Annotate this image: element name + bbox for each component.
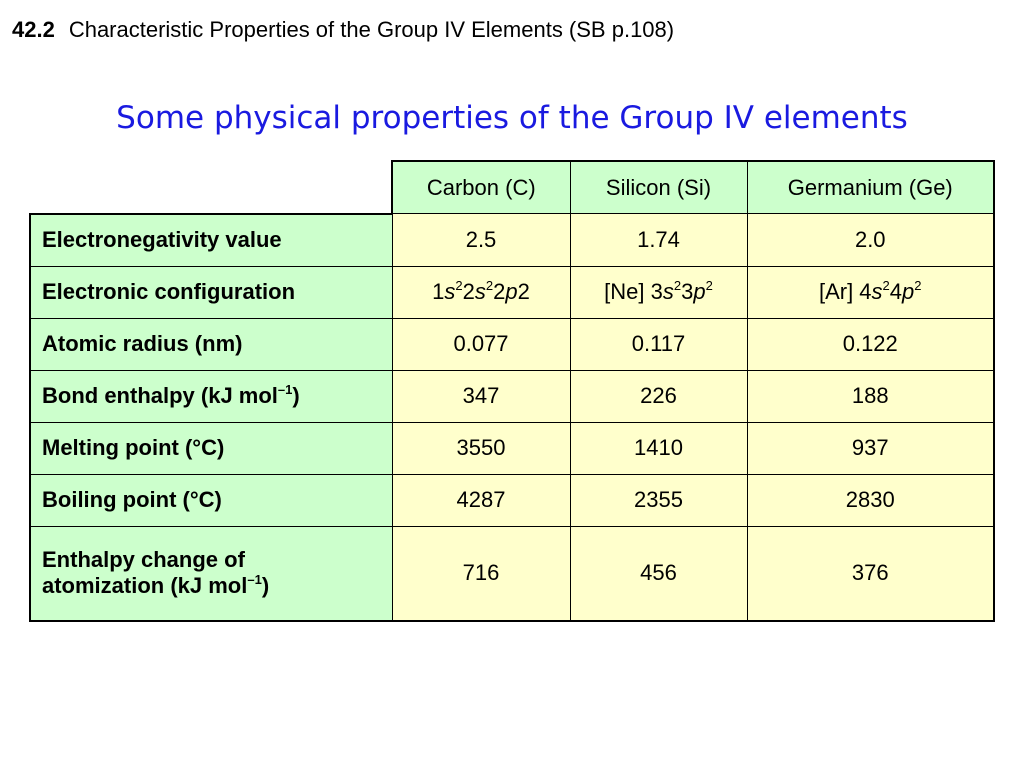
row-label-atomization-enthalpy: Enthalpy change of atomization (kJ mol$^{-1}$): [30, 526, 392, 621]
cell-carbon: 3550: [392, 422, 570, 474]
cell-carbon: 0.077: [392, 318, 570, 370]
row-label-electronic-configuration: Electronic configuration: [30, 266, 392, 318]
cell-carbon: 4287: [392, 474, 570, 526]
row-label-electronegativity: Electronegativity value: [30, 214, 392, 267]
table-row: [30, 526, 994, 621]
column-header-carbon: Carbon (C): [392, 161, 570, 214]
cell-silicon: 0.117: [570, 318, 747, 370]
section-number: 42.2: [12, 17, 55, 42]
row-label-melting-point: Melting point (°C): [30, 422, 392, 474]
cell-carbon: 2.5: [392, 214, 570, 267]
slide-subtitle: Some physical properties of the Group IV elements: [116, 100, 908, 136]
row-label-atomic-radius: Atomic radius (nm): [30, 318, 392, 370]
slide-header: [12, 17, 674, 43]
cell-carbon-config: $1s^22s^22p2$: [392, 266, 570, 318]
cell-silicon: 1.74: [570, 214, 747, 267]
cell-germanium: 937: [747, 422, 994, 474]
cell-germanium: 2.0: [747, 214, 994, 267]
cell-silicon: 1410: [570, 422, 747, 474]
cell-silicon: 456: [570, 526, 747, 621]
column-header-silicon: Silicon (Si): [570, 161, 747, 214]
cell-carbon: 716: [392, 526, 570, 621]
cell-silicon: 2355: [570, 474, 747, 526]
cell-germanium: 0.122: [747, 318, 994, 370]
cell-germanium-config: [Ar] $4s^24p^2$: [747, 266, 994, 318]
table-row: [30, 214, 994, 267]
table-row: [30, 370, 994, 422]
table-row: [30, 422, 994, 474]
table-row: [30, 318, 994, 370]
table-header-row: [30, 161, 994, 214]
column-header-germanium: Germanium (Ge): [747, 161, 994, 214]
cell-silicon: 226: [570, 370, 747, 422]
table-corner: [30, 161, 392, 214]
cell-germanium: 188: [747, 370, 994, 422]
section-title: Characteristic Properties of the Group IV Elements (SB p.108): [68, 17, 675, 42]
cell-carbon: 347: [392, 370, 570, 422]
cell-germanium: 376: [747, 526, 994, 621]
properties-table: [29, 160, 995, 622]
cell-germanium: 2830: [747, 474, 994, 526]
row-label-bond-enthalpy: Bond enthalpy (kJ mol$^{-1}$): [30, 370, 392, 422]
cell-silicon-config: [Ne] $3s^23p^2$: [570, 266, 747, 318]
table-row: [30, 266, 994, 318]
table-row: [30, 474, 994, 526]
row-label-boiling-point: Boiling point (°C): [30, 474, 392, 526]
